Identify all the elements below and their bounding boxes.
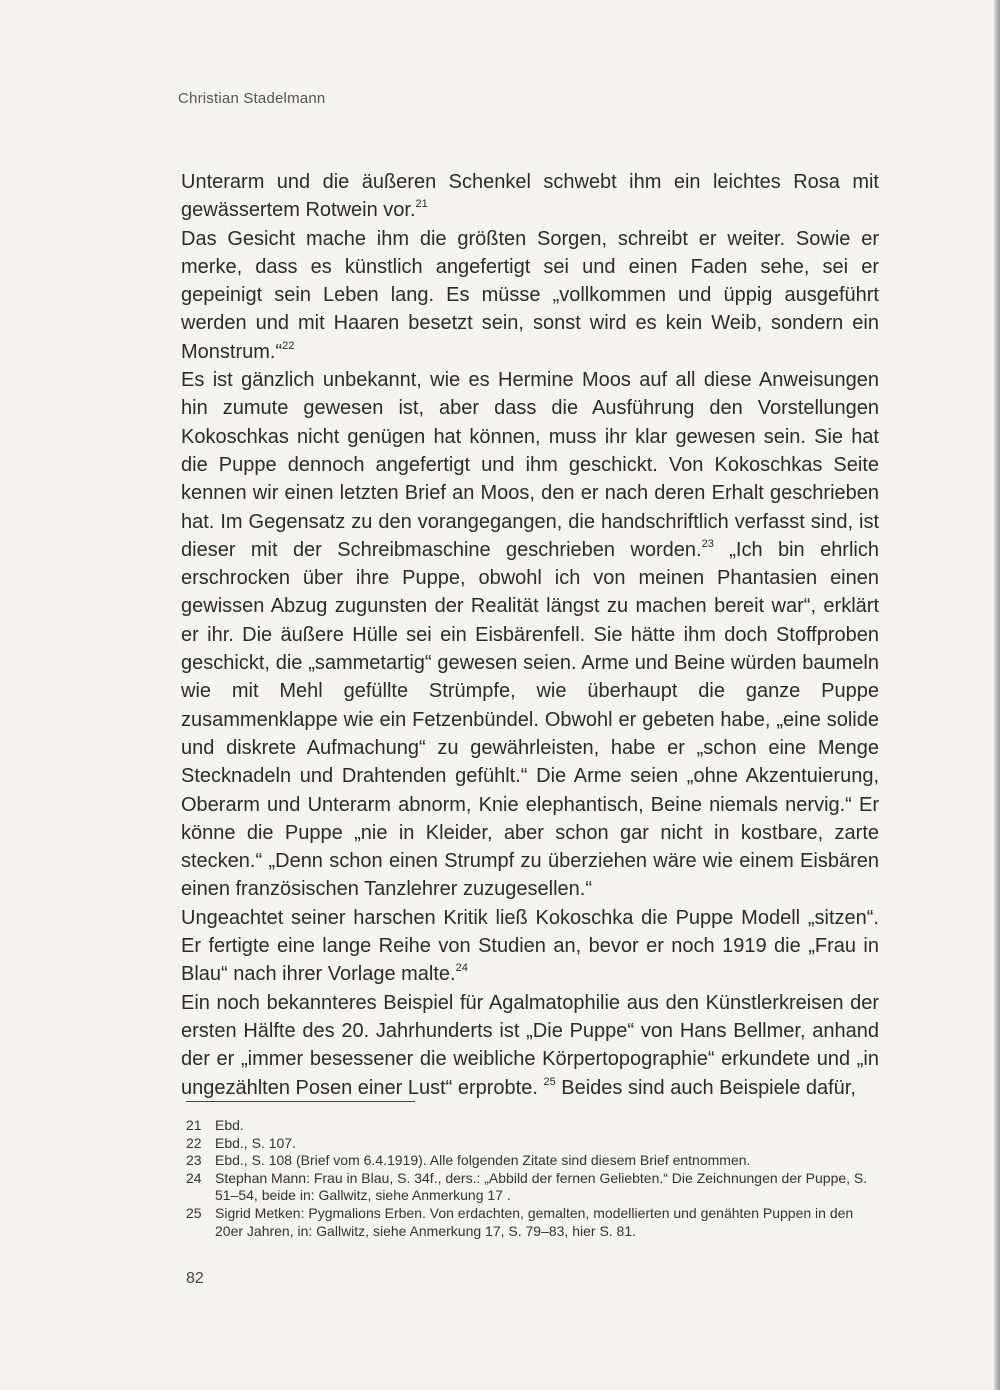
footnote-ref[interactable]: 22	[282, 339, 295, 352]
page-edge	[994, 0, 1000, 1390]
paragraph: Das Gesicht mache ihm die größten Sorgen, schreibt er weiter. Sowie er merke, dass es künstlich angefertigt sei und einen Faden sehe, sei er gepeinigt sein Leben lang. Es müsse „vollkommen und üppig ausgeführt werden und mit Haaren besetzt sein, sonst wird es kein Weib, sondern ein Monstrum.“$^{22}$	[181, 227, 879, 363]
footnote-ref[interactable]: 23	[701, 537, 714, 550]
footnote-text: Ebd., S. 108 (Brief vom 6.4.1919). Alle folgenden Zitate sind diesem Brief entnommen.	[215, 1152, 751, 1169]
running-head: Christian Stadelmann	[178, 90, 326, 107]
paragraph: Es ist gänzlich unbekannt, wie es Hermine Moos auf all diese Anweisungen hin zumute gewesen ist, aber dass die Ausführung den Vorstellungen Kokoschkas nicht genügen hat können, muss ihr klar gewesen sein. Sie hat die Puppe dennoch angefertigt und ihm geschickt. Von Kokoschkas Seite kennen wir einen letzten Brief an Moos, den er nach deren Erhalt geschrieben hat. Im Gegensatz zu den vorangegangen, die handschriftlich verfasst sind, ist dieser mit der Schreibmaschine geschrieben worden.$^{23}$ „Ich bin ehrlich erschrocken über ihre Puppe, obwohl ich von meinen Phantasien einen gewissen Abzug zugunsten der Realität längst zu machen bereit war“, erklärt er ihr. Die äußere Hülle sei ein Eisbärenfell. Sie hätte ihm doch Stoffproben geschickt, die „sammetartig“ gewesen seien. Arme und Beine würden baumeln wie mit Mehl gefüllte Strümpfe, wie überhaupt die ganze Puppe zusammenklappe wie ein Fetzenbündel. Obwohl er gebeten habe, „eine solide und diskrete Aufmachung“ zu gewährleisten, habe er „schon eine Menge Stecknadeln und Drahtenden gefühlt.“ Die Arme seien „ohne Akzentuierung, Oberarm und Unterarm abnorm, Knie elephantisch, Beine niemals nervig.“ Er könne die Puppe „nie in Kleider, aber schon gar nicht in kostbare, zarte stecken.“ „Denn schon einen Strumpf zu überziehen wäre wie einem Eisbären einen französischen Tanzlehrer zuzugesellen.“	[181, 369, 879, 901]
footnote-ref[interactable]: 21	[415, 198, 428, 211]
footnote-ref[interactable]: 25	[543, 1075, 556, 1088]
body-text	[181, 168, 879, 1102]
footnote-ref[interactable]: 24	[455, 962, 468, 975]
paragraph: Ungeachtet seiner harschen Kritik ließ Kokoschka die Puppe Modell „sitzen“. Er fertigte eine lange Reihe von Studien an, bevor er noch 1919 die „Frau in Blau“ nach ihrer Vorlage malte.$^{24}$	[181, 906, 879, 986]
footnote-number: 25	[186, 1204, 202, 1221]
footnote-number: 24	[186, 1169, 202, 1186]
footnote-text: Ebd.	[215, 1117, 244, 1133]
footnote	[186, 1205, 880, 1240]
footnote	[186, 1117, 880, 1135]
paragraph: Ein noch bekannteres Beispiel für Agalmatophilie aus den Künstlerkreisen der ersten Hälfte des 20. Jahrhunderts ist „Die Puppe“ von Hans Bellmer, anhand der er „immer besessener die weibliche Körpertopographie“ erkundete und „in ungezählten Posen einer Lust“ erprobte. $^{25}$ Beides sind auch Beispiele dafür,	[181, 991, 879, 1099]
footnote-number: 21	[186, 1117, 202, 1133]
footnote	[186, 1152, 880, 1170]
footnote-text: Ebd., S. 107.	[215, 1134, 296, 1151]
footnote-text: Sigrid Metken: Pygmalions Erben. Von erdachten, gemalten, modellierten und genähten Puppen in den 20er Jahren, in: Gallwitz, siehe Anmerkung 17, S. 79–83, hier S. 81.	[215, 1204, 854, 1239]
footnote	[186, 1135, 880, 1153]
page-number: 82	[186, 1270, 204, 1287]
footnotes	[186, 1117, 880, 1240]
footnote-text: Stephan Mann: Frau in Blau, S. 34f., ders.: „Abbild der fernen Geliebten.“ Die Zeichnungen der Puppe, S. 51–54, beide in: Gallwitz, siehe Anmerkung 17 .	[215, 1169, 868, 1204]
footnote-divider	[186, 1101, 415, 1102]
footnote	[186, 1170, 880, 1205]
paragraph: Unterarm und die äußeren Schenkel schwebt ihm ein leichtes Rosa mit gewässertem Rotwein vor.$^{21}$	[181, 171, 879, 222]
footnote-number: 22	[186, 1134, 202, 1151]
footnote-number: 23	[186, 1152, 202, 1169]
